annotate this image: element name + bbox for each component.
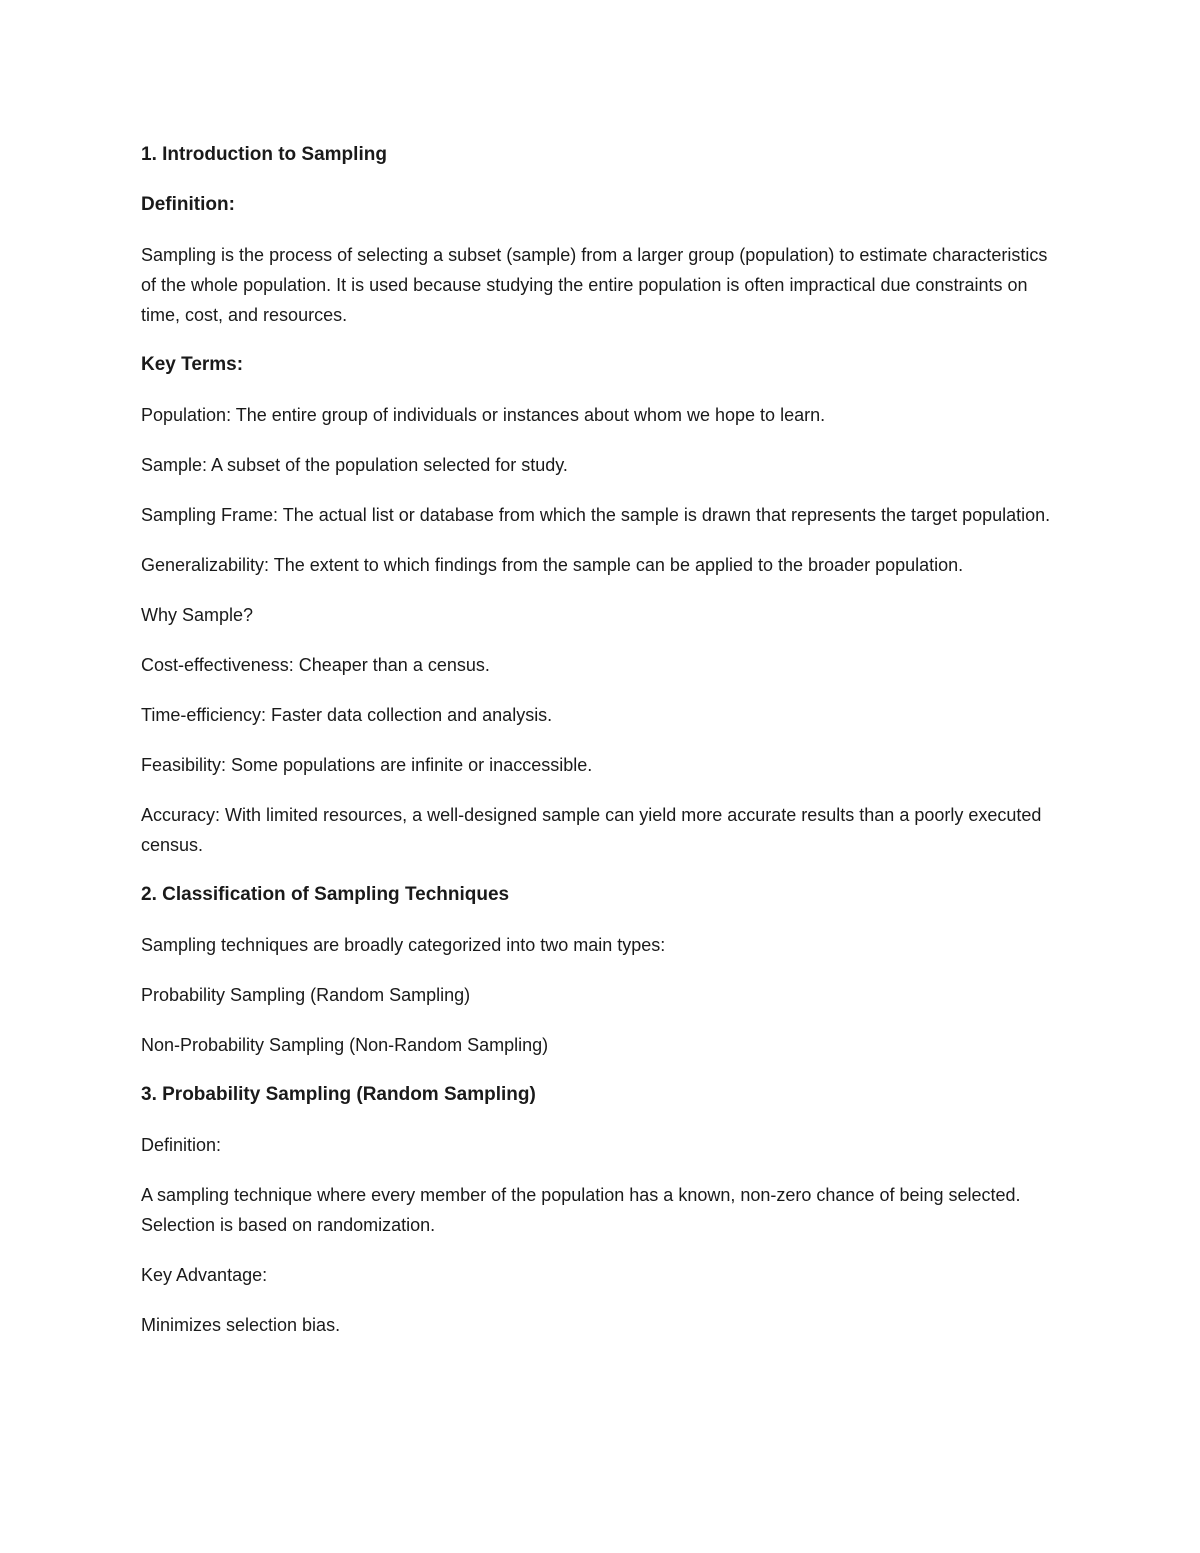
section-2-heading: 2. Classification of Sampling Techniques [141, 884, 510, 905]
term-sampling-frame: Sampling Frame: The actual list or database from which the sample is drawn that represents the target population. [141, 505, 1051, 525]
key-advantage-label: Key Advantage: [141, 1265, 268, 1285]
term-sample: Sample: A subset of the population selected for study. [141, 455, 568, 475]
term-population: Population: The entire group of individuals or instances about whom we hope to learn. [141, 405, 826, 425]
definition-paragraph: Sampling is the process of selecting a subset (sample) from a larger group (population) to estimate characteristics of the whole population. It is used because studying the entire population is often impractical due constraints on time, cost, and resources. [141, 245, 1048, 325]
term-generalizability: Generalizability: The extent to which findings from the sample can be applied to the broader population. [141, 555, 964, 575]
key-advantage-text: Minimizes selection bias. [141, 1315, 341, 1335]
definition-label: Definition: [141, 194, 235, 215]
why-sample-label: Why Sample? [141, 605, 254, 625]
reason-accuracy: Accuracy: With limited resources, a well-designed sample can yield more accurate results than a poorly executed census. [141, 805, 1042, 855]
type-non-probability: Non-Probability Sampling (Non-Random Sampling) [141, 1035, 549, 1055]
reason-cost: Cost-effectiveness: Cheaper than a census. [141, 655, 490, 675]
type-probability: Probability Sampling (Random Sampling) [141, 985, 471, 1005]
reason-time: Time-efficiency: Faster data collection and analysis. [141, 705, 553, 725]
probability-definition-paragraph: A sampling technique where every member of the population has a known, non-zero chance of being selected. Selection is based on randomization. [141, 1185, 1021, 1235]
reason-feasibility: Feasibility: Some populations are infinite or inaccessible. [141, 755, 593, 775]
key-terms-label: Key Terms: [141, 354, 244, 375]
classification-intro: Sampling techniques are broadly categorized into two main types: [141, 935, 666, 955]
probability-definition-label: Definition: [141, 1135, 222, 1155]
section-3-heading: 3. Probability Sampling (Random Sampling) [141, 1084, 536, 1105]
document-body [141, 140, 1061, 1360]
section-1-heading: 1. Introduction to Sampling [141, 144, 387, 165]
